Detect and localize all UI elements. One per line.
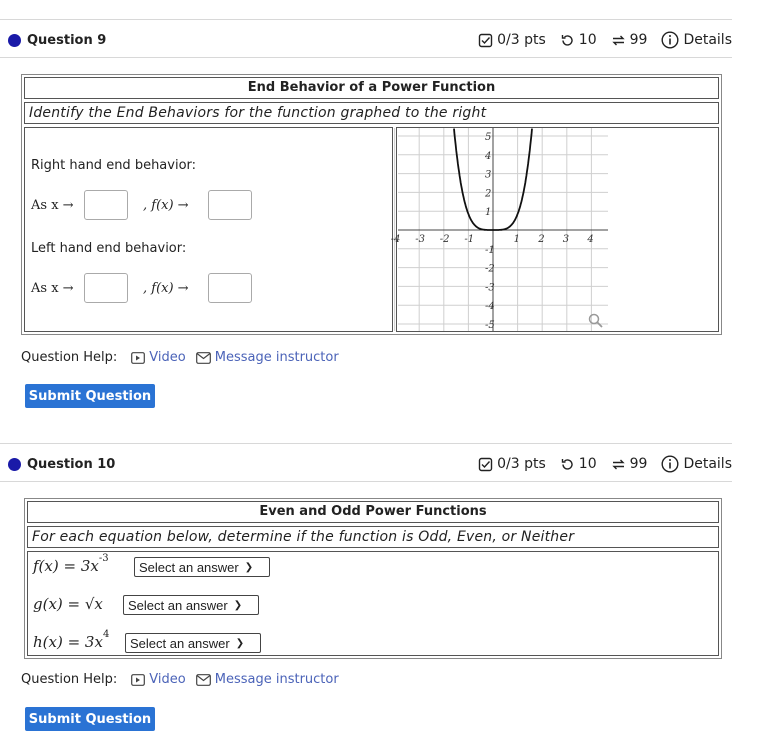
as-x-label: As x → <box>31 281 74 296</box>
attempts-icon <box>611 457 626 472</box>
x-tick-label: -4 <box>390 234 401 245</box>
instruction: For each equation below, determine if the function is Odd, Even, or Neither <box>27 526 719 548</box>
chevron-down-icon: ❯ <box>235 637 245 649</box>
details-link[interactable]: Details <box>683 32 732 48</box>
right-x-input[interactable] <box>84 190 128 220</box>
video-icon <box>131 352 145 364</box>
left-end-label: Left hand end behavior: <box>31 241 187 256</box>
question-9-header <box>8 29 732 51</box>
help-label: Question Help: <box>21 350 118 365</box>
answer-select-f[interactable]: Select an answer ❯ <box>134 557 270 577</box>
x-tick-label: -2 <box>439 234 450 245</box>
question-status-dot <box>8 34 21 47</box>
submit-question-button[interactable]: Submit Question <box>25 707 155 731</box>
equation-h: $h(x) = 3x^4$ <box>33 629 110 651</box>
fx-label: , f(x) → <box>143 281 189 296</box>
question-meta <box>478 455 732 473</box>
video-link[interactable]: Video <box>131 350 185 365</box>
x-tick-label: 1 <box>513 234 520 245</box>
graph-cell <box>390 127 719 332</box>
submit-question-button[interactable]: Submit Question <box>25 384 155 408</box>
answer-cell <box>24 127 393 332</box>
function-graph <box>390 128 608 331</box>
answer-select-h[interactable]: Select an answer ❯ <box>125 633 261 653</box>
x-tick-label: 3 <box>562 234 570 245</box>
question-10-header <box>8 453 732 475</box>
retries-count: 10 <box>578 32 597 48</box>
right-fx-input[interactable] <box>208 190 252 220</box>
question-title: Question 9 <box>27 32 107 48</box>
question-10-table <box>24 498 722 659</box>
y-tick-label: -1 <box>485 244 495 256</box>
y-tick-label: -5 <box>485 320 495 331</box>
mail-icon <box>196 674 211 686</box>
equation-f: $f(x) = 3x^{-3}$ <box>33 553 109 575</box>
video-icon <box>131 674 145 686</box>
attempts-count: 99 <box>629 32 648 48</box>
question-help <box>21 350 339 365</box>
y-tick-label: 5 <box>485 132 492 143</box>
y-tick-label: -4 <box>485 301 495 313</box>
chevron-down-icon: ❯ <box>233 599 243 611</box>
equation-g: g(x) = √x <box>33 595 103 613</box>
question-9-table <box>21 74 722 335</box>
y-tick-label: -3 <box>485 282 495 294</box>
attempts-icon <box>611 33 626 48</box>
attempts-count: 99 <box>629 456 648 472</box>
mail-icon <box>196 352 211 364</box>
left-x-input[interactable] <box>84 273 128 303</box>
message-instructor-link[interactable]: Message instructor <box>196 672 339 687</box>
points: 0/3 pts <box>497 32 546 48</box>
separator <box>0 443 732 444</box>
y-tick-label: 2 <box>485 188 492 200</box>
x-tick-label: -1 <box>464 234 475 245</box>
question-help <box>21 672 339 687</box>
details-link[interactable]: Details <box>683 456 732 472</box>
question-meta <box>478 31 732 49</box>
y-tick-label: 3 <box>485 169 492 181</box>
right-end-label: Right hand end behavior: <box>31 158 197 173</box>
separator <box>0 481 732 482</box>
x-tick-label: -3 <box>415 234 425 245</box>
points: 0/3 pts <box>497 456 546 472</box>
fx-label: , f(x) → <box>143 198 189 213</box>
checkbox-score-icon <box>478 457 493 472</box>
left-fx-input[interactable] <box>208 273 252 303</box>
table-header: End Behavior of a Power Function <box>24 77 719 99</box>
x-tick-label: 2 <box>538 234 545 245</box>
retry-icon <box>560 33 575 48</box>
help-label: Question Help: <box>21 672 118 687</box>
chevron-down-icon: ❯ <box>244 561 254 573</box>
table-header: Even and Odd Power Functions <box>27 501 719 523</box>
separator <box>0 57 732 58</box>
as-x-label: As x → <box>31 198 74 213</box>
instruction: Identify the End Behaviors for the function graphed to the right <box>24 102 719 124</box>
question-status-dot <box>8 458 21 471</box>
separator <box>0 19 732 20</box>
y-tick-label: -2 <box>485 263 495 275</box>
y-tick-label: 4 <box>485 150 492 162</box>
retry-icon <box>560 457 575 472</box>
video-link[interactable]: Video <box>131 672 185 687</box>
checkbox-score-icon <box>478 33 493 48</box>
y-tick-label: 1 <box>485 207 492 219</box>
retries-count: 10 <box>578 456 597 472</box>
question-title: Question 10 <box>27 456 116 472</box>
info-icon[interactable] <box>661 455 679 473</box>
answer-select-g[interactable]: Select an answer ❯ <box>123 595 259 615</box>
message-instructor-link[interactable]: Message instructor <box>196 350 339 365</box>
equations-cell <box>27 551 719 656</box>
x-tick-label: 4 <box>587 234 594 245</box>
info-icon[interactable] <box>661 31 679 49</box>
